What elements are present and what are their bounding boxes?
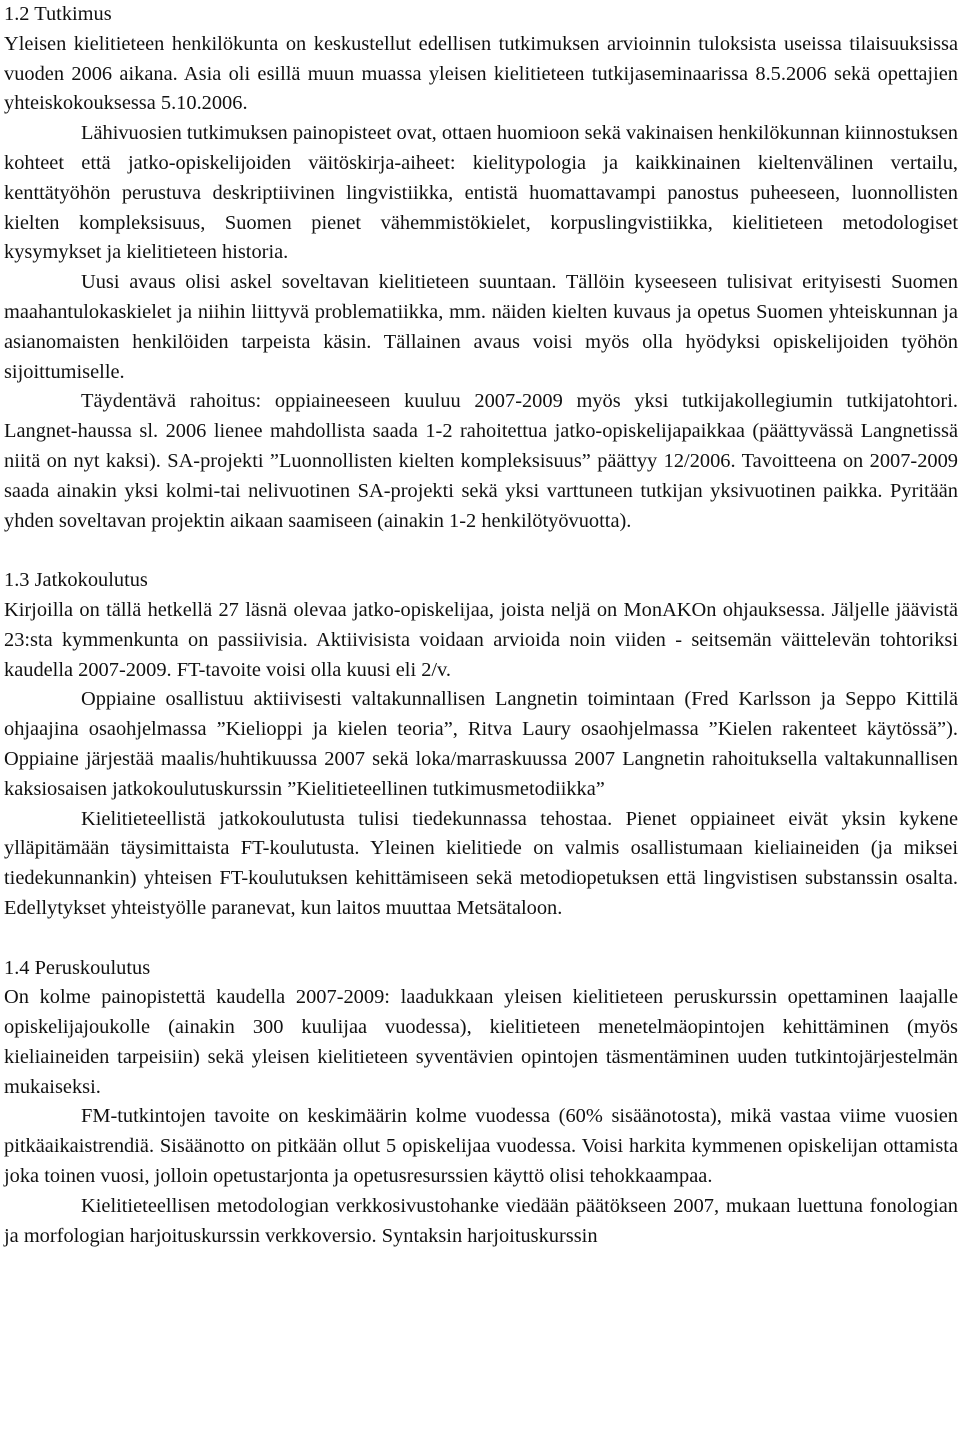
- section-jatkokoulutus: [4, 566, 958, 924]
- paragraph: Yleisen kielitieteen henkilökunta on keskustellut edellisen tutkimuksen arvioinnin tuloksista useissa tilaisuuksissa vuoden 2006 aikana. Asia oli esillä muun muassa yleisen kielitieteen tutkijaseminaarissa 8.5.2006 sekä opettajien yhteiskokouksessa 5.10.2006.: [4, 32, 958, 115]
- paragraph: Oppiaine osallistuu aktiivisesti valtakunnallisen Langnetin toimintaan (Fred Karlsson ja Seppo Kittilä ohjaajina osaohjelmassa ”Kielioppi ja kielen teoria”, Ritva Laury osaohjelmassa ”Kielen rakenteet käytössä”). Oppiaine järjestää maalis/huhtikuussa 2007 sekä loka/marraskuussa 2007 Langnetin rahoituksella valtakunnallisen kaksiosaisen jatkokoulutuskurssin ”Kielitieteellinen tutkimusmetodiikka”: [4, 688, 958, 800]
- paragraph: Uusi avaus olisi askel soveltavan kielitieteen suuntaan. Tällöin kyseeseen tulisivat erityisesti Suomen maahantulokaskielet ja niihin liittyvä problematiikka, mm. näiden kielten kuvaus ja opetus Suomen yhteiskunnan ja asianomaisten henkilöiden tarpeista käsin. Tällainen avaus voisi myös olla hyödyksi opiskelijoiden työhön sijoittumiselle.: [4, 271, 958, 383]
- section-heading: 1.2 Tutkimus: [4, 3, 112, 25]
- section-tutkimus: [4, 0, 958, 536]
- paragraph: FM-tutkintojen tavoite on keskimäärin kolme vuodessa (60% sisäänotosta), mikä vastaa viime vuosien pitkäaikaistrendiä. Sisäänotto on pitkään ollut 5 opiskelijaa vuodessa. Voisi harkita kymmenen opiskelijan ottamista joka toinen vuosi, jolloin opetustarjonta ja opetusresurssien käyttö olisi tehokkaampaa.: [4, 1105, 958, 1188]
- paragraph: Kielitieteellistä jatkokoulutusta tulisi tiedekunnassa tehostaa. Pienet oppiaineet eivät yksin kykene ylläpitämään täysimittaista FT-koulutusta. Yleinen kielitiede on valmis osallistumaan kieliaineiden (ja miksei tiedekunnankin) yhteisen FT-koulutuksen kehittämiseen sekä metodiopetuksen että lingvistisen substanssin osalta. Edellytykset yhteistyölle paranevat, kun laitos muuttaa Metsätaloon.: [4, 807, 958, 919]
- section-heading: 1.4 Peruskoulutus: [4, 956, 151, 979]
- paragraph: Täydentävä rahoitus: oppiaineeseen kuuluu 2007-2009 myös yksi tutkijakollegiumin tutkijatohtori. Langnet-haussa sl. 2006 lienee mahdollista saada 1-2 rahoitettua jatko-opiskelijapaikkaa (päättyvässä Langnetissä niitä on nyt kaksi). SA-projekti ”Luonnollisten kielten kompleksisuus” päättyy 12/2006. Tavoitteena on 2007-2009 saada ainakin yksi kolmi-tai nelivuotinen SA-projekti sekä yksi varttuneen tutkijan yksivuotinen paikka. Pyritään yhden soveltavan projektin aikaan saamiseen (ainakin 1-2 henkilötyövuotta).: [4, 390, 958, 532]
- paragraph: Kirjoilla on tällä hetkellä 27 läsnä olevaa jatko-opiskelijaa, joista neljä on MonAKOn ohjauksessa. Jäljelle jäävistä 23:sta kymmenkunta on passiivisia. Aktiivisista voidaan arvioida noin viiden - seitsemän väittelevän tohtoriksi kaudella 2007-2009. FT-tavoite voisi olla kuusi eli 2/v.: [4, 598, 958, 681]
- paragraph: Lähivuosien tutkimuksen painopisteet ovat, ottaen huomioon sekä vakinaisen henkilökunnan kiinnostuksen kohteet että jatko-opiskelijoiden väitöskirja-aiheet: kielitypologia ja kaikkinainen kieltenvälinen vertailu, kenttätyöhön perustuva deskriptiivinen lingvistiikka, entistä huomattavampi panostus puheeseen, luonnollisten kielten kompleksisuus, Suomen pienet vähemmistökielet, korpuslingvistiikka, kielitieteen metodologiset kysymykset ja kielitieteen historia.: [4, 122, 958, 264]
- paragraph: Kielitieteellisen metodologian verkkosivustohanke viedään päätökseen 2007, mukaan luettuna fonologian ja morfologian harjoituskurssin verkkoversio. Syntaksin harjoituskurssin: [4, 1194, 958, 1247]
- section-peruskoulutus: [4, 954, 958, 1252]
- paragraph: On kolme painopistettä kaudella 2007-2009: laadukkaan yleisen kielitieteen peruskurssin opettaminen laajalle opiskelijajoukolle (ainakin 300 kuulijaa vuodessa), kielitieteen menetelmäopintojen kehittäminen (myös kieliaineiden tarpeisiin) sekä yleisen kielitieteen syventävien opintojen täsmentäminen uuden tutkintojärjestelmän mukaiseksi.: [4, 986, 958, 1098]
- section-heading: 1.3 Jatkokoulutus: [4, 569, 148, 592]
